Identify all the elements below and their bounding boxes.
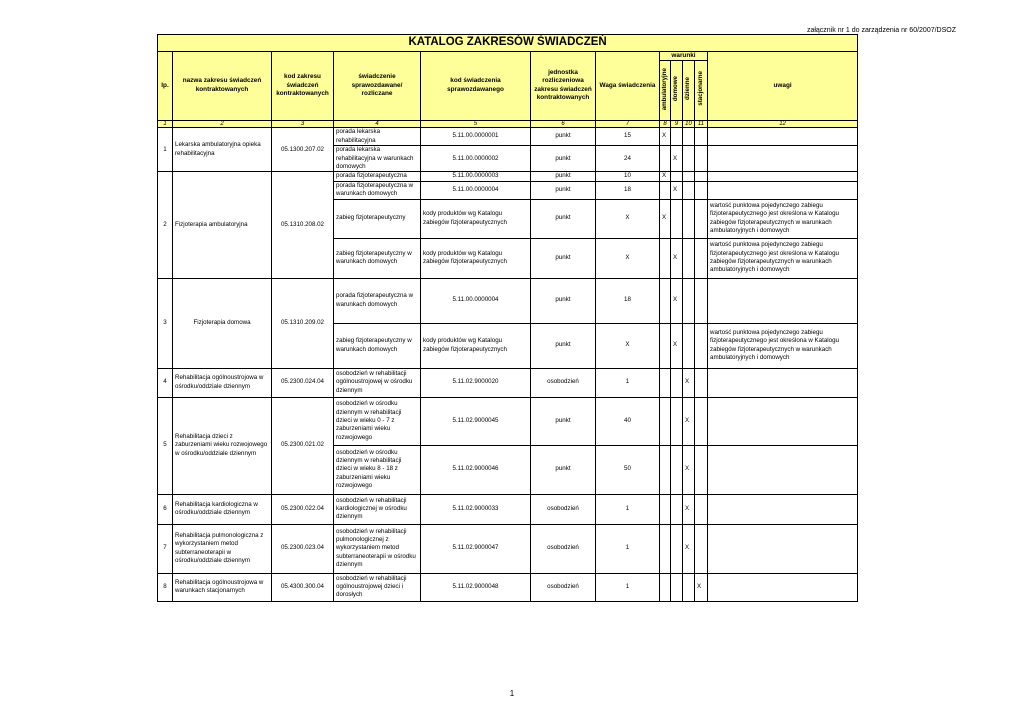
- waga-cell: 50: [596, 445, 660, 494]
- warunek-stacjonarne: [695, 524, 708, 573]
- warunek-stacjonarne: [695, 323, 708, 368]
- table-row: [158, 524, 858, 573]
- header-swiadczenie: świadczenie sprawozdawane/ rozliczane: [334, 51, 421, 121]
- warunek-dzienne: [683, 278, 695, 323]
- kod-swiadczenia-cell: 5.11.02.9000046: [421, 445, 531, 494]
- header-stacjonarne: stacjonarne: [696, 71, 704, 107]
- jednostka-cell: punkt: [531, 172, 596, 181]
- column-number: 11: [695, 121, 708, 128]
- warunek-stacjonarne: [695, 199, 708, 238]
- group-kod: 05.2300.023.04: [272, 524, 334, 573]
- kod-swiadczenia-cell: 5.11.00.0000004: [421, 278, 531, 323]
- swiadczenie-cell: porada fizjoterapeutyczna w warunkach domowych: [334, 278, 421, 323]
- attachment-note: załącznik nr 1 do zarządzenia nr 60/2007/DSOZ: [806, 27, 956, 34]
- table-row: [158, 368, 858, 397]
- group-lp: 5: [158, 397, 173, 494]
- group-kod: 05.1310.208.02: [272, 172, 334, 278]
- warunek-dzienne: X: [683, 397, 695, 445]
- swiadczenie-cell: porada fizjoterapeutyczna: [334, 172, 421, 181]
- table-row: [158, 128, 858, 146]
- warunek-domowe: [671, 445, 683, 494]
- warunek-ambulatoryjne: [660, 445, 671, 494]
- group-lp: 2: [158, 172, 173, 278]
- jednostka-cell: punkt: [531, 146, 596, 172]
- header-ambulatoryjne: ambulatoryjne: [660, 67, 668, 110]
- waga-cell: 1: [596, 494, 660, 524]
- swiadczenie-cell: osobodzień w ośrodku dziennym w rehabilitacji dzieci w wieku 8 - 18 z zaburzeniami wieku rozwojowego: [334, 445, 421, 494]
- column-number: 10: [683, 121, 695, 128]
- warunek-dzienne: [683, 573, 695, 601]
- kod-swiadczenia-cell: kody produktów wg Katalogu zabiegów fizjoterapeutycznych: [421, 323, 531, 368]
- warunek-domowe: [671, 573, 683, 601]
- warunek-stacjonarne: [695, 397, 708, 445]
- warunek-stacjonarne: [695, 494, 708, 524]
- swiadczenie-cell: porada lekarska rehabilitacyjna: [334, 128, 421, 146]
- jednostka-cell: punkt: [531, 323, 596, 368]
- column-number: 8: [660, 121, 671, 128]
- waga-cell: 15: [596, 128, 660, 146]
- warunek-ambulatoryjne: [660, 278, 671, 323]
- group-kod: 05.4300.300.04: [272, 573, 334, 601]
- waga-cell: 1: [596, 524, 660, 573]
- header-nazwa: nazwa zakresu świadczeń kontraktowanych: [173, 51, 272, 121]
- warunek-stacjonarne: [695, 128, 708, 146]
- warunek-stacjonarne: [695, 181, 708, 199]
- group-nazwa: Rehabilitacja ogólnoustrojowa w warunkach stacjonarnych: [173, 573, 272, 601]
- warunek-domowe: X: [671, 146, 683, 172]
- warunek-dzienne: [683, 146, 695, 172]
- catalog-title: KATALOG ZAKRESÓW ŚWIADCZEŃ: [158, 35, 858, 52]
- group-kod: 05.2300.021.02: [272, 397, 334, 494]
- warunek-ambulatoryjne: [660, 146, 671, 172]
- page-number: 1: [509, 689, 515, 698]
- group-lp: 7: [158, 524, 173, 573]
- warunek-ambulatoryjne: [660, 181, 671, 199]
- swiadczenie-cell: osobodzień w rehabilitacji ogólnoustrojowej w ośrodku dziennym: [334, 368, 421, 397]
- warunek-domowe: [671, 397, 683, 445]
- jednostka-cell: punkt: [531, 181, 596, 199]
- warunek-dzienne: X: [683, 494, 695, 524]
- column-number: 4: [334, 121, 421, 128]
- warunek-stacjonarne: [695, 445, 708, 494]
- uwagi-cell: wartość punktowa pojedynczego zabiegu fizjoterapeutycznego jest określona w Katalogu zabiegów fizjoterapeutycznych w warunkach ambulatoryjnych i domowych: [708, 323, 858, 368]
- jednostka-cell: punkt: [531, 128, 596, 146]
- group-nazwa: Fizjoterapia ambulatoryjna: [173, 172, 272, 278]
- warunek-ambulatoryjne: [660, 368, 671, 397]
- warunek-domowe: X: [671, 278, 683, 323]
- swiadczenie-cell: osobodzień w rehabilitacji kardiologicznej w ośrodku dziennym: [334, 494, 421, 524]
- swiadczenie-cell: porada lekarska rehabilitacyjna w warunkach domowych: [334, 146, 421, 172]
- group-nazwa: Rehabilitacja pulmonologiczna z wykorzystaniem metod subterraneoterapii w ośrodku/oddziale dziennym: [173, 524, 272, 573]
- jednostka-cell: osobodzień: [531, 494, 596, 524]
- group-nazwa: Lekarska ambulatoryjna opieka rehabilitacyjna: [173, 128, 272, 172]
- header-uwagi: uwagi: [708, 51, 858, 121]
- jednostka-cell: punkt: [531, 238, 596, 278]
- waga-cell: 1: [596, 368, 660, 397]
- warunek-ambulatoryjne: X: [660, 199, 671, 238]
- header-kod-zakresu: kod zakresu świadczeń kontraktowanych: [272, 51, 334, 121]
- kod-swiadczenia-cell: 5.11.02.9000020: [421, 368, 531, 397]
- warunek-dzienne: [683, 172, 695, 181]
- warunek-stacjonarne: [695, 146, 708, 172]
- warunek-domowe: X: [671, 238, 683, 278]
- warunek-dzienne: [683, 199, 695, 238]
- table-row: [158, 573, 858, 601]
- warunek-domowe: [671, 494, 683, 524]
- kod-swiadczenia-cell: 5.11.00.0000002: [421, 146, 531, 172]
- kod-swiadczenia-cell: 5.11.02.9000047: [421, 524, 531, 573]
- uwagi-cell: [708, 445, 858, 494]
- header-kod-swiadczenia: kod świadczenia sprawozdawanego: [421, 51, 531, 121]
- warunek-dzienne: X: [683, 368, 695, 397]
- header-domowe: domowe: [672, 76, 680, 102]
- uwagi-cell: [708, 172, 858, 181]
- warunek-ambulatoryjne: [660, 397, 671, 445]
- waga-cell: X: [596, 238, 660, 278]
- kod-swiadczenia-cell: 5.11.00.0000004: [421, 181, 531, 199]
- group-kod: 05.2300.024.04: [272, 368, 334, 397]
- warunek-ambulatoryjne: [660, 238, 671, 278]
- group-lp: 6: [158, 494, 173, 524]
- catalog-table: [157, 34, 858, 602]
- table-row: [158, 397, 858, 445]
- uwagi-cell: [708, 368, 858, 397]
- warunek-domowe: [671, 368, 683, 397]
- uwagi-cell: wartość punktowa pojedynczego zabiegu fizjoterapeutycznego jest określona w Katalogu zabiegów fizjoterapeutycznych w warunkach ambulatoryjnych i domowych: [708, 199, 858, 238]
- group-nazwa: Rehabilitacja dzieci z zaburzeniami wieku rozwojowego w ośrodku/oddziale dziennym: [173, 397, 272, 494]
- waga-cell: 18: [596, 278, 660, 323]
- waga-cell: 1: [596, 573, 660, 601]
- header-dzienne: dzienne: [684, 77, 692, 101]
- warunek-stacjonarne: [695, 278, 708, 323]
- column-number: 5: [421, 121, 531, 128]
- group-nazwa: Rehabilitacja kardiologiczna w ośrodku/oddziale dziennym: [173, 494, 272, 524]
- warunek-dzienne: [683, 128, 695, 146]
- jednostka-cell: osobodzień: [531, 368, 596, 397]
- uwagi-cell: [708, 278, 858, 323]
- warunek-domowe: X: [671, 323, 683, 368]
- kod-swiadczenia-cell: 5.11.00.0000001: [421, 128, 531, 146]
- header-waga: Waga świadczenia: [596, 51, 660, 121]
- group-kod: 05.1300.207.02: [272, 128, 334, 172]
- warunek-dzienne: X: [683, 445, 695, 494]
- waga-cell: X: [596, 199, 660, 238]
- warunek-ambulatoryjne: [660, 323, 671, 368]
- warunek-ambulatoryjne: [660, 573, 671, 601]
- jednostka-cell: punkt: [531, 199, 596, 238]
- swiadczenie-cell: osobodzień w rehabilitacji pulmonologicznej z wykorzystaniem metod subterraneoterapii w ośrodku dziennym: [334, 524, 421, 573]
- swiadczenie-cell: porada fizjoterapeutyczna w warunkach domowych: [334, 181, 421, 199]
- uwagi-cell: [708, 397, 858, 445]
- uwagi-cell: [708, 181, 858, 199]
- group-lp: 1: [158, 128, 173, 172]
- column-number: 9: [671, 121, 683, 128]
- group-lp: 3: [158, 278, 173, 368]
- warunek-stacjonarne: X: [695, 573, 708, 601]
- column-number: 6: [531, 121, 596, 128]
- waga-cell: 40: [596, 397, 660, 445]
- warunek-ambulatoryjne: [660, 524, 671, 573]
- kod-swiadczenia-cell: 5.11.02.9000045: [421, 397, 531, 445]
- swiadczenie-cell: osobodzień w ośrodku dziennym w rehabilitacji dzieci w wieku 0 - 7 z zaburzeniami wieku rozwojowego: [334, 397, 421, 445]
- waga-cell: 24: [596, 146, 660, 172]
- uwagi-cell: wartość punktowa pojedynczego zabiegu fizjoterapeutycznego jest określona w Katalogu zabiegów fizjoterapeutycznych w warunkach ambulatoryjnych i domowych: [708, 238, 858, 278]
- uwagi-cell: [708, 128, 858, 146]
- warunek-domowe: [671, 128, 683, 146]
- column-number: 2: [173, 121, 272, 128]
- header-lp: lp.: [158, 51, 173, 121]
- table-row: [158, 172, 858, 181]
- warunek-dzienne: [683, 238, 695, 278]
- kod-swiadczenia-cell: 5.11.00.0000003: [421, 172, 531, 181]
- group-lp: 8: [158, 573, 173, 601]
- kod-swiadczenia-cell: kody produktów wg Katalogu zabiegów fizjoterapeutycznych: [421, 199, 531, 238]
- group-nazwa: Rehabilitacja ogólnoustrojowa w ośrodku/oddziale dziennym: [173, 368, 272, 397]
- header-jednostka: jednostka rozliczeniowa zakresu świadczeń kontraktowanych: [531, 51, 596, 121]
- uwagi-cell: [708, 494, 858, 524]
- jednostka-cell: osobodzień: [531, 573, 596, 601]
- kod-swiadczenia-cell: 5.11.02.9000048: [421, 573, 531, 601]
- warunek-stacjonarne: [695, 172, 708, 181]
- waga-cell: X: [596, 323, 660, 368]
- uwagi-cell: [708, 524, 858, 573]
- group-kod: 05.2300.022.04: [272, 494, 334, 524]
- column-number: 3: [272, 121, 334, 128]
- jednostka-cell: punkt: [531, 397, 596, 445]
- group-lp: 4: [158, 368, 173, 397]
- swiadczenie-cell: osobodzień w rehabilitacji ogólnoustrojowej dzieci i dorosłych: [334, 573, 421, 601]
- table-row: [158, 278, 858, 323]
- kod-swiadczenia-cell: kody produktów wg Katalogu zabiegów fizjoterapeutycznych: [421, 238, 531, 278]
- warunek-domowe: [671, 199, 683, 238]
- column-number: 7: [596, 121, 660, 128]
- warunek-ambulatoryjne: [660, 494, 671, 524]
- swiadczenie-cell: zabieg fizjoterapeutyczny w warunkach domowych: [334, 238, 421, 278]
- jednostka-cell: punkt: [531, 278, 596, 323]
- warunek-dzienne: X: [683, 524, 695, 573]
- group-kod: 05.1310.209.02: [272, 278, 334, 368]
- header-warunki: warunki: [660, 51, 708, 61]
- column-number: 12: [708, 121, 858, 128]
- uwagi-cell: [708, 146, 858, 172]
- warunek-dzienne: [683, 181, 695, 199]
- warunek-ambulatoryjne: X: [660, 172, 671, 181]
- warunek-domowe: [671, 172, 683, 181]
- jednostka-cell: osobodzień: [531, 524, 596, 573]
- uwagi-cell: [708, 573, 858, 601]
- warunek-domowe: X: [671, 181, 683, 199]
- warunek-stacjonarne: [695, 238, 708, 278]
- swiadczenie-cell: zabieg fizjoterapeutyczny: [334, 199, 421, 238]
- column-number: 1: [158, 121, 173, 128]
- waga-cell: 10: [596, 172, 660, 181]
- swiadczenie-cell: zabieg fizjoterapeutyczny w warunkach domowych: [334, 323, 421, 368]
- warunek-domowe: [671, 524, 683, 573]
- warunek-ambulatoryjne: X: [660, 128, 671, 146]
- table-row: [158, 494, 858, 524]
- jednostka-cell: punkt: [531, 445, 596, 494]
- kod-swiadczenia-cell: 5.11.02.9000033: [421, 494, 531, 524]
- warunek-stacjonarne: [695, 368, 708, 397]
- group-nazwa: Fizjoterapia domowa: [173, 278, 272, 368]
- warunek-dzienne: [683, 323, 695, 368]
- waga-cell: 18: [596, 181, 660, 199]
